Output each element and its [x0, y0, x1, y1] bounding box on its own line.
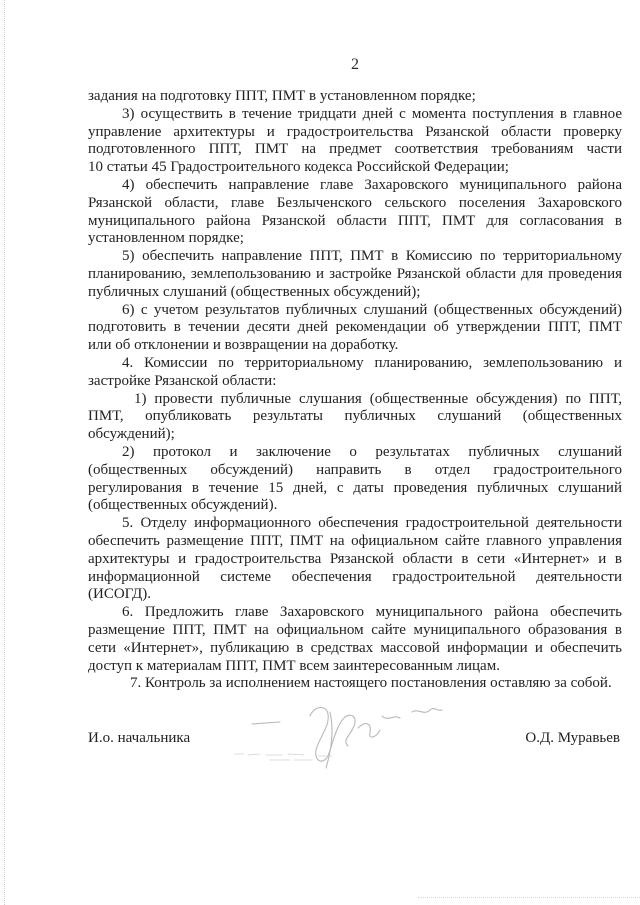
- text-line: 6. Предложить главе Захаровского муниципального района обеспечить: [122, 604, 622, 621]
- text-line: установленном порядке;: [88, 230, 244, 247]
- paragraph-section-4: [88, 355, 622, 391]
- text-line: ПМТ, опубликовать результаты публичных слушаний (общественных: [88, 408, 622, 425]
- text-line: 5) обеспечить направление ППТ, ПМТ в Комиссию по территориальному: [122, 248, 622, 265]
- text-line: или об отклонении и возвращении на доработку.: [88, 337, 399, 354]
- text-line: 2) протокол и заключение о результатах публичных слушаний: [122, 443, 622, 460]
- paragraph-item-4: [88, 177, 622, 248]
- paragraph-item-5: [88, 248, 622, 301]
- paragraph-item-3: [88, 106, 622, 177]
- text-line: 4. Комиссии по территориальному планированию, землепользованию и: [122, 354, 622, 371]
- text-line: 10 статьи 45 Градостроительного кодекса Российской Федерации;: [88, 159, 509, 176]
- text-line: обсуждений);: [88, 426, 175, 443]
- signatory-position: И.о. начальника: [88, 730, 191, 746]
- signatory-name: О.Д. Муравьев: [525, 730, 620, 746]
- text-line: архитектуры и градостроительства Рязанской области в сети «Интернет» и в: [88, 550, 622, 567]
- text-line: (общественных обсуждений).: [88, 497, 278, 514]
- text-line: размещение ППТ, ПМТ на официальном сайте муниципального образования в: [88, 621, 622, 638]
- paragraph-section-6: [88, 604, 622, 675]
- paragraph-item-2: [88, 444, 622, 515]
- document-body: [88, 88, 622, 693]
- text-line: регулирования в течение 15 дней, с даты проведения публичных слушаний: [88, 479, 622, 496]
- text-line: доступ к материалам ППТ, ПМТ всем заинтересованным лицам.: [88, 657, 500, 674]
- text-line: 4) обеспечить направление главе Захаровского муниципального района: [122, 176, 622, 193]
- paragraph-item-6: [88, 302, 622, 355]
- text-line: (ИСОГД).: [88, 586, 151, 603]
- paragraph-continuation: [88, 88, 622, 106]
- text-line: 1) провести публичные слушания (общественные обсуждения) по ППТ,: [134, 390, 622, 407]
- paragraph-section-7: [88, 675, 622, 693]
- page-number: 2: [351, 56, 359, 73]
- text-line: 6) с учетом результатов публичных слушаний (общественных обсуждений): [122, 301, 622, 318]
- text-line: обеспечить размещение ППТ, ПМТ на официальном сайте главного управления: [88, 532, 622, 549]
- text-line: публичных слушаний (общественных обсуждений);: [88, 283, 421, 300]
- text-line: подготовить в течении десяти дней рекомендации об утверждении ППТ, ПМТ: [88, 319, 622, 336]
- text-line: задания на подготовку ППТ, ПМТ в установленном порядке;: [88, 88, 476, 104]
- signature-block: [88, 729, 622, 747]
- text-line: (общественных обсуждений) направить в отдел градостроительного: [88, 461, 622, 478]
- text-line: 5. Отделу информационного обеспечения градостроительной деятельности: [122, 515, 622, 532]
- text-line: информационной системе обеспечения градостроительной деятельности: [88, 568, 622, 585]
- paragraph-section-5: [88, 515, 622, 604]
- text-line: подготовленного ППТ, ПМТ на предмет соответствия требованиям части: [88, 141, 622, 158]
- text-line: Рязанской области, главе Безлыченского сельского поселения Захаровского: [88, 194, 622, 211]
- text-line: муниципального района Рязанской области ППТ, ПМТ для согласования в: [88, 212, 622, 229]
- paragraph-item-1: [88, 391, 622, 444]
- text-line: 7. Контроль за исполнением настоящего постановления оставляю за собой.: [130, 675, 612, 692]
- text-line: сети «Интернет», публикацию в средствах массовой информации и обеспечить: [88, 639, 622, 656]
- scan-edge-artifact: [4, 0, 5, 905]
- scan-edge-artifact: [418, 897, 640, 898]
- text-line: застройке Рязанской области:: [88, 372, 277, 389]
- text-line: планированию, землепользованию и застройке Рязанской области для проведения: [88, 265, 622, 282]
- text-line: управление архитектуры и градостроительства Рязанской области проверку: [88, 123, 622, 140]
- text-line: 3) осуществить в течение тридцати дней с момента поступления в главное: [122, 105, 622, 122]
